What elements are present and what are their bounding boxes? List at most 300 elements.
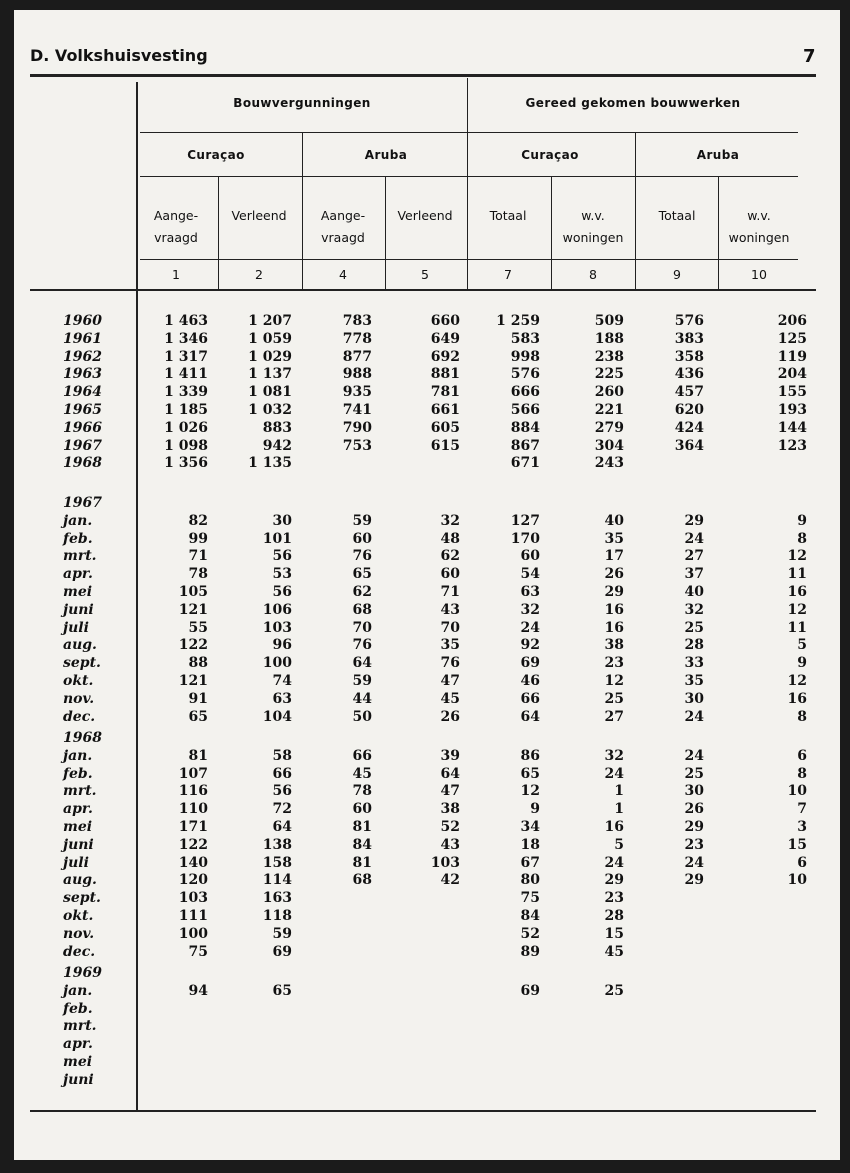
cell-col-4: 59 <box>352 512 372 529</box>
col-7-heading <box>490 205 527 227</box>
cell-col-7: 998 <box>510 348 540 365</box>
cell-col-2: 1 207 <box>248 313 292 329</box>
cell-col-8: 17 <box>604 548 624 565</box>
row-label: apr. <box>63 801 93 818</box>
cell-col-5: 42 <box>440 872 460 889</box>
table-row <box>0 730 850 747</box>
cell-col-2: 942 <box>262 437 292 454</box>
cell-col-1: 122 <box>178 637 208 654</box>
row-label: 1967 <box>63 495 102 511</box>
cell-col-9: 358 <box>674 348 704 365</box>
table-row <box>0 655 850 672</box>
column-divider-1 <box>218 176 219 289</box>
col-4-heading-l2: vraagd <box>321 230 365 245</box>
cell-col-8: 25 <box>604 690 624 707</box>
cell-col-5: 70 <box>440 619 460 636</box>
cell-col-7: 1 259 <box>496 313 540 329</box>
cell-col-10: 15 <box>787 836 807 853</box>
table-row <box>0 709 850 726</box>
row-label: sept. <box>63 890 101 907</box>
cell-col-4: 45 <box>352 765 372 782</box>
cell-col-10: 123 <box>777 437 807 454</box>
cell-col-9: 30 <box>684 690 704 707</box>
cell-col-9: 23 <box>684 836 704 853</box>
cell-col-4: 60 <box>352 801 372 818</box>
table-row <box>0 944 850 961</box>
col-1-number: 1 <box>172 267 180 282</box>
top-rule <box>30 74 816 77</box>
col-2-number: 2 <box>255 267 263 282</box>
cell-col-10: 155 <box>777 384 807 401</box>
cell-col-4: 84 <box>352 836 372 853</box>
header-bottom-rule <box>30 289 816 291</box>
cell-col-5: 43 <box>440 601 460 618</box>
cell-col-2: 56 <box>272 783 292 800</box>
cell-col-7: 127 <box>510 512 540 529</box>
cell-col-5: 661 <box>430 402 460 418</box>
table-row <box>0 855 850 872</box>
cell-col-1: 121 <box>178 601 208 618</box>
cell-col-4: 81 <box>352 819 372 835</box>
cell-col-4: 70 <box>352 619 372 636</box>
cell-col-7: 89 <box>520 943 540 960</box>
cell-col-8: 15 <box>604 925 624 942</box>
col-4-heading-l1: Aange- <box>320 208 366 223</box>
row-label: 1964 <box>63 384 102 401</box>
cell-col-1: 1 185 <box>164 402 208 418</box>
cell-col-4: 783 <box>342 313 372 329</box>
row-label: mrt. <box>63 1018 97 1035</box>
cell-col-10: 16 <box>787 584 807 600</box>
table-row <box>0 455 850 472</box>
cell-col-7: 66 <box>520 690 540 707</box>
cell-col-5: 38 <box>440 801 460 818</box>
col-2-heading <box>231 205 286 227</box>
cell-col-9: 25 <box>684 619 704 636</box>
row-label: 1963 <box>63 366 102 383</box>
col-8-heading-l2: woningen <box>562 230 624 245</box>
cell-col-8: 16 <box>604 819 624 835</box>
row-label: 1960 <box>63 313 102 329</box>
cell-col-1: 1 356 <box>164 455 208 472</box>
cell-col-5: 35 <box>440 637 460 654</box>
cell-col-1: 81 <box>188 747 208 764</box>
cell-col-1: 110 <box>178 801 208 818</box>
cell-col-9: 424 <box>674 419 704 436</box>
cell-col-7: 24 <box>520 619 540 636</box>
cell-col-8: 35 <box>604 530 624 547</box>
section-title: D. Volkshuisvesting <box>30 46 208 65</box>
cell-col-8: 16 <box>604 601 624 618</box>
cell-col-1: 116 <box>178 783 208 800</box>
cell-col-10: 11 <box>787 566 807 583</box>
table-row <box>0 691 850 708</box>
cell-col-2: 58 <box>272 747 292 764</box>
cell-col-9: 29 <box>684 512 704 529</box>
cell-col-2: 30 <box>272 512 292 529</box>
cell-col-1: 82 <box>188 512 208 529</box>
table-row <box>0 495 850 512</box>
table-row <box>0 819 850 836</box>
table-row <box>0 438 850 455</box>
cell-col-10: 16 <box>787 690 807 707</box>
cell-col-4: 790 <box>342 419 372 436</box>
row-label: 1968 <box>63 455 102 472</box>
cell-col-5: 692 <box>430 348 460 365</box>
table-row <box>0 1001 850 1018</box>
col-5-heading <box>397 205 452 227</box>
cell-col-9: 29 <box>684 819 704 835</box>
cell-col-8: 188 <box>594 330 624 347</box>
cell-col-8: 221 <box>594 402 624 418</box>
table-row <box>0 620 850 637</box>
cell-col-2: 163 <box>262 890 292 907</box>
cell-col-10: 8 <box>797 708 807 725</box>
table-row <box>0 673 850 690</box>
cell-col-4: 62 <box>352 584 372 600</box>
cell-col-8: 12 <box>604 673 624 689</box>
cell-col-4: 76 <box>352 548 372 565</box>
row-label: mrt. <box>63 783 97 800</box>
cell-col-1: 1 339 <box>164 384 208 401</box>
cell-col-9: 27 <box>684 548 704 565</box>
cell-col-7: 884 <box>510 419 540 436</box>
cell-col-4: 68 <box>352 872 372 889</box>
row-label: aug. <box>63 872 97 889</box>
cell-col-2: 1 137 <box>248 366 292 383</box>
row-label: feb. <box>63 530 93 547</box>
col-10-heading-l2: woningen <box>728 230 790 245</box>
cell-col-8: 509 <box>594 313 624 329</box>
cell-col-7: 583 <box>510 330 540 347</box>
row-label: mei <box>63 1054 93 1070</box>
cell-col-2: 1 081 <box>248 384 292 401</box>
cell-col-9: 32 <box>684 601 704 618</box>
group-bouwvergunningen: Bouwvergunningen <box>233 96 371 110</box>
cell-col-2: 63 <box>272 690 292 707</box>
cell-col-2: 53 <box>272 566 292 583</box>
col-7-number: 7 <box>504 267 512 282</box>
cell-col-8: 225 <box>594 366 624 383</box>
cell-col-8: 45 <box>604 943 624 960</box>
table-row <box>0 965 850 982</box>
col-7-heading-l1: Totaal <box>489 208 527 223</box>
table-row <box>0 1036 850 1053</box>
column-divider-2 <box>385 176 386 289</box>
cell-col-1: 99 <box>188 530 208 547</box>
row-label: 1961 <box>63 330 102 347</box>
table-row <box>0 748 850 765</box>
col-10-number: 10 <box>751 267 767 282</box>
cell-col-5: 47 <box>440 673 460 689</box>
cell-col-2: 106 <box>262 601 292 618</box>
table-row <box>0 384 850 401</box>
cell-col-2: 103 <box>262 619 292 636</box>
cell-col-8: 23 <box>604 890 624 907</box>
subgroup-aruba-a: Aruba <box>364 148 408 162</box>
cell-col-8: 25 <box>604 982 624 999</box>
cell-col-7: 64 <box>520 708 540 725</box>
cell-col-9: 457 <box>674 384 704 401</box>
cell-col-9: 28 <box>684 637 704 654</box>
subgroup-rule <box>140 176 798 177</box>
cell-col-2: 158 <box>262 854 292 871</box>
cell-col-2: 96 <box>272 637 292 654</box>
col-1-heading-l1: Aange- <box>153 208 199 223</box>
group-gereed: Gereed gekomen bouwwerken <box>525 96 741 110</box>
cell-col-5: 605 <box>430 419 460 436</box>
cell-col-1: 71 <box>188 548 208 565</box>
row-label: mrt. <box>63 548 97 565</box>
cell-col-4: 76 <box>352 637 372 654</box>
cell-col-5: 26 <box>440 708 460 725</box>
cell-col-4: 988 <box>342 366 372 383</box>
cell-col-9: 436 <box>674 366 704 383</box>
cell-col-10: 11 <box>787 619 807 636</box>
cell-col-1: 111 <box>178 908 208 924</box>
cell-col-10: 12 <box>787 673 807 689</box>
cell-col-8: 1 <box>614 783 624 800</box>
cell-col-9: 37 <box>684 566 704 583</box>
cell-col-2: 66 <box>272 765 292 782</box>
cell-col-7: 576 <box>510 366 540 383</box>
cell-col-2: 114 <box>262 872 292 889</box>
cell-col-9: 26 <box>684 801 704 818</box>
cell-col-9: 24 <box>684 708 704 725</box>
cell-col-7: 12 <box>520 783 540 800</box>
col-8-heading <box>563 205 624 249</box>
table-row <box>0 983 850 1000</box>
column-number-rule <box>140 259 798 260</box>
cell-col-4: 65 <box>352 566 372 583</box>
row-label: aug. <box>63 637 97 654</box>
cell-col-7: 86 <box>520 747 540 764</box>
col-2-heading-l1: Verleend <box>231 208 287 223</box>
group-rule <box>140 132 798 133</box>
cell-col-5: 52 <box>440 819 460 835</box>
table-row <box>0 890 850 907</box>
cell-col-7: 9 <box>530 801 540 818</box>
cell-col-7: 60 <box>520 548 540 565</box>
cell-col-2: 64 <box>272 819 292 835</box>
col-9-heading-l1: Totaal <box>658 208 696 223</box>
cell-col-7: 34 <box>520 819 540 835</box>
cell-col-2: 101 <box>262 530 292 547</box>
row-label: feb. <box>63 765 93 782</box>
col-1-heading-l2: vraagd <box>154 230 198 245</box>
cell-col-9: 24 <box>684 530 704 547</box>
cell-col-9: 29 <box>684 872 704 889</box>
cell-col-4: 753 <box>342 437 372 454</box>
cell-col-8: 243 <box>594 455 624 472</box>
row-label: 1965 <box>63 402 102 418</box>
cell-col-7: 69 <box>520 982 540 999</box>
cell-col-5: 60 <box>440 566 460 583</box>
cell-col-8: 24 <box>604 854 624 871</box>
table-row <box>0 801 850 818</box>
subgroup-divider-a <box>302 132 303 289</box>
cell-col-4: 877 <box>342 348 372 365</box>
cell-col-2: 69 <box>272 943 292 960</box>
col-4-number: 4 <box>339 267 347 282</box>
row-label: nov. <box>63 925 95 942</box>
cell-col-1: 94 <box>188 982 208 999</box>
cell-col-10: 144 <box>777 419 807 436</box>
cell-col-4: 935 <box>342 384 372 401</box>
cell-col-5: 48 <box>440 530 460 547</box>
cell-col-5: 881 <box>430 366 460 383</box>
cell-col-9: 25 <box>684 765 704 782</box>
cell-col-5: 64 <box>440 765 460 782</box>
cell-col-5: 47 <box>440 783 460 800</box>
row-label: apr. <box>63 1036 93 1053</box>
cell-col-9: 40 <box>684 584 704 600</box>
table-row <box>0 872 850 889</box>
cell-col-2: 72 <box>272 801 292 818</box>
cell-col-9: 576 <box>674 313 704 329</box>
cell-col-1: 1 317 <box>164 348 208 365</box>
cell-col-8: 279 <box>594 419 624 436</box>
col-10-heading-l1: w.v. <box>747 208 771 223</box>
table-row <box>0 566 850 583</box>
cell-col-1: 65 <box>188 708 208 725</box>
cell-col-7: 67 <box>520 854 540 871</box>
cell-col-5: 39 <box>440 747 460 764</box>
table-row <box>0 584 850 601</box>
cell-col-10: 10 <box>787 783 807 800</box>
row-label: okt. <box>63 908 94 924</box>
cell-col-1: 1 026 <box>164 419 208 436</box>
row-label: 1966 <box>63 419 102 436</box>
table-row <box>0 513 850 530</box>
table-row <box>0 637 850 654</box>
cell-col-1: 78 <box>188 566 208 583</box>
cell-col-5: 76 <box>440 655 460 672</box>
cell-col-8: 28 <box>604 908 624 924</box>
cell-col-2: 1 029 <box>248 348 292 365</box>
cell-col-4: 50 <box>352 708 372 725</box>
col-5-number: 5 <box>421 267 429 282</box>
row-label: nov. <box>63 690 95 707</box>
cell-col-7: 75 <box>520 890 540 907</box>
cell-col-1: 121 <box>178 673 208 689</box>
cell-col-7: 170 <box>510 530 540 547</box>
col-1-heading <box>154 205 198 249</box>
table-row <box>0 420 850 437</box>
cell-col-1: 88 <box>188 655 208 672</box>
row-label: 1968 <box>63 730 102 746</box>
row-label: okt. <box>63 673 94 689</box>
cell-col-1: 1 346 <box>164 330 208 347</box>
cell-col-5: 45 <box>440 690 460 707</box>
cell-col-1: 100 <box>178 925 208 942</box>
col-5-heading-l1: Verleend <box>397 208 453 223</box>
cell-col-10: 125 <box>777 330 807 347</box>
row-label: mei <box>63 819 93 835</box>
table-row <box>0 602 850 619</box>
cell-col-5: 615 <box>430 437 460 454</box>
cell-col-5: 649 <box>430 330 460 347</box>
cell-col-7: 63 <box>520 584 540 600</box>
cell-col-7: 46 <box>520 673 540 689</box>
cell-col-1: 1 098 <box>164 437 208 454</box>
row-label: dec. <box>63 943 96 960</box>
subgroup-curacao-b: Curaçao <box>521 148 579 162</box>
table-row <box>0 1072 850 1089</box>
table-row <box>0 766 850 783</box>
cell-col-1: 1 463 <box>164 313 208 329</box>
cell-col-7: 54 <box>520 566 540 583</box>
cell-col-7: 92 <box>520 637 540 654</box>
row-label: 1967 <box>63 437 102 454</box>
row-label: mei <box>63 584 93 600</box>
table-row <box>0 1054 850 1071</box>
cell-col-2: 74 <box>272 673 292 689</box>
group-divider <box>467 78 468 289</box>
cell-col-1: 103 <box>178 890 208 907</box>
table-row <box>0 349 850 366</box>
table-row <box>0 402 850 419</box>
col-10-heading <box>729 205 790 249</box>
cell-col-4: 741 <box>342 402 372 418</box>
row-label: jan. <box>63 982 93 999</box>
cell-col-4: 68 <box>352 601 372 618</box>
cell-col-8: 260 <box>594 384 624 401</box>
cell-col-8: 32 <box>604 747 624 764</box>
cell-col-2: 65 <box>272 982 292 999</box>
cell-col-10: 12 <box>787 601 807 618</box>
cell-col-2: 883 <box>262 419 292 436</box>
row-label: juli <box>63 854 89 871</box>
table-row <box>0 783 850 800</box>
cell-col-2: 1 135 <box>248 455 292 472</box>
cell-col-8: 304 <box>594 437 624 454</box>
cell-col-2: 56 <box>272 584 292 600</box>
cell-col-8: 24 <box>604 765 624 782</box>
row-label: juni <box>63 836 94 853</box>
cell-col-5: 62 <box>440 548 460 565</box>
cell-col-4: 78 <box>352 783 372 800</box>
cell-col-7: 80 <box>520 872 540 889</box>
cell-col-10: 9 <box>797 512 807 529</box>
cell-col-9: 620 <box>674 402 704 418</box>
row-label: 1962 <box>63 348 102 365</box>
cell-col-1: 122 <box>178 836 208 853</box>
cell-col-4: 778 <box>342 330 372 347</box>
cell-col-9: 24 <box>684 854 704 871</box>
cell-col-9: 24 <box>684 747 704 764</box>
cell-col-10: 10 <box>787 872 807 889</box>
cell-col-10: 6 <box>797 854 807 871</box>
table-row <box>0 366 850 383</box>
col-9-heading <box>659 205 696 227</box>
cell-col-10: 9 <box>797 655 807 672</box>
row-label: jan. <box>63 512 93 529</box>
table-row <box>0 313 850 330</box>
column-divider-3 <box>551 176 552 289</box>
cell-col-7: 52 <box>520 925 540 942</box>
cell-col-10: 12 <box>787 548 807 565</box>
cell-col-1: 140 <box>178 854 208 871</box>
cell-col-4: 59 <box>352 673 372 689</box>
cell-col-2: 104 <box>262 708 292 725</box>
cell-col-7: 84 <box>520 908 540 924</box>
col-9-number: 9 <box>673 267 681 282</box>
cell-col-7: 65 <box>520 765 540 782</box>
cell-col-2: 100 <box>262 655 292 672</box>
cell-col-10: 6 <box>797 747 807 764</box>
cell-col-8: 16 <box>604 619 624 636</box>
